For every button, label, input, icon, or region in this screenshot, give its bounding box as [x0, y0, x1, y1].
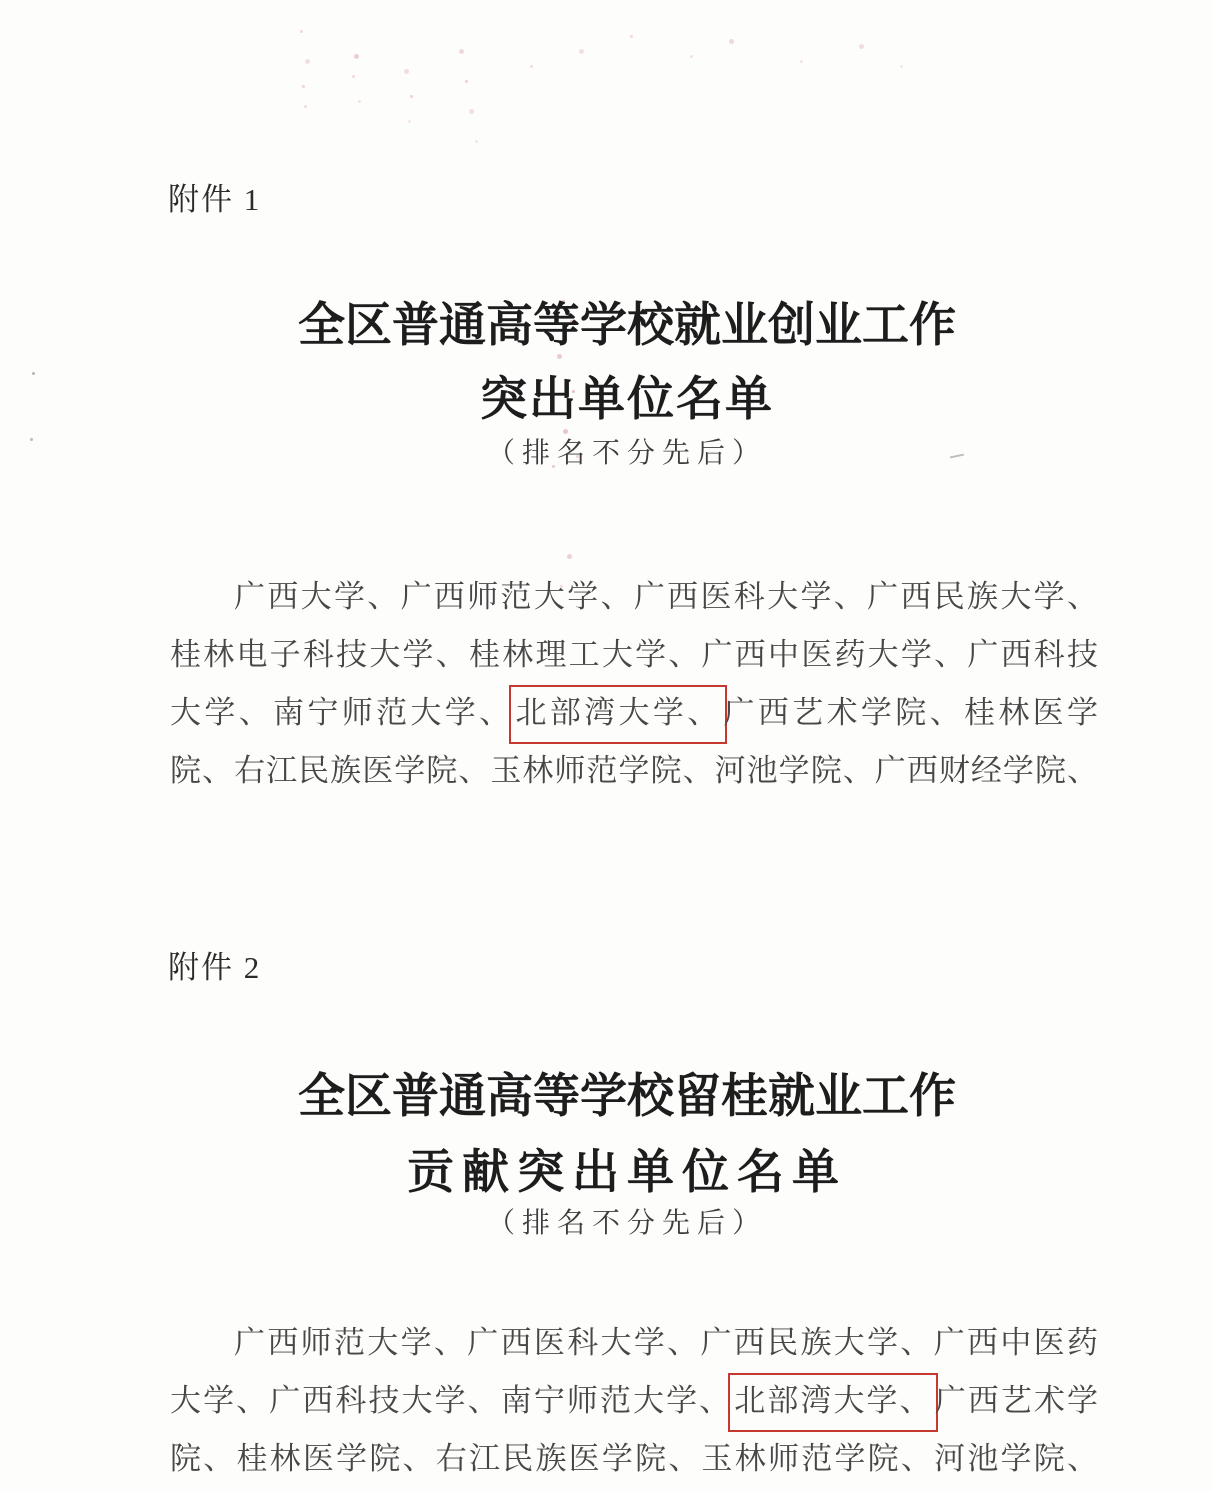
attachment2-body [170, 1314, 1098, 1488]
attachment1-label: 附件 1 [168, 182, 262, 217]
highlight-box-beibu-gulf-university: 北部湾大学、 [509, 685, 726, 744]
attachment2-title [0, 1058, 1212, 1210]
body-line: 院、右江民族医学院、玉林师范学院、河池学院、广西财经学院、 [170, 753, 1098, 788]
body-line [170, 1372, 1098, 1430]
attachment1-title [0, 288, 1212, 436]
attachment1-body [170, 568, 1098, 800]
body-text-segment: 广西艺术学院、桂林医学 [723, 695, 1099, 730]
attachment2-title-line1: 全区普通高等学校留桂就业工作 [298, 1069, 956, 1122]
body-text-segment: 大学、广西科技大学、南宁师范大学、 [170, 1383, 733, 1418]
attachment1-title-line1: 全区普通高等学校就业创业工作 [298, 298, 956, 351]
attachment2-subtitle: （排名不分先后） [486, 1208, 767, 1239]
highlight-box-beibu-gulf-university: 北部湾大学、 [728, 1373, 937, 1432]
attachment2-title-line2: 贡献突出单位名单 [407, 1145, 847, 1198]
body-text-segment: 大学、南宁师范大学、 [170, 695, 514, 730]
body-line: 桂林电子科技大学、桂林理工大学、广西中医药大学、广西科技 [170, 637, 1098, 672]
stamp-residue-artifact [300, 30, 303, 33]
body-line [170, 684, 1098, 742]
body-text-segment: 广西艺术学 [934, 1383, 1099, 1418]
attachment2-label: 附件 2 [168, 950, 262, 985]
body-line: 广西大学、广西师范大学、广西医科大学、广西民族大学、 [234, 579, 1098, 614]
body-line: 广西师范大学、广西医科大学、广西民族大学、广西中医药 [234, 1325, 1098, 1360]
body-line: 院、桂林医学院、右江民族医学院、玉林师范学院、河池学院、 [170, 1441, 1098, 1476]
attachment1-title-line2: 突出单位名单 [480, 372, 774, 425]
attachment1-subtitle: （排名不分先后） [486, 438, 767, 469]
